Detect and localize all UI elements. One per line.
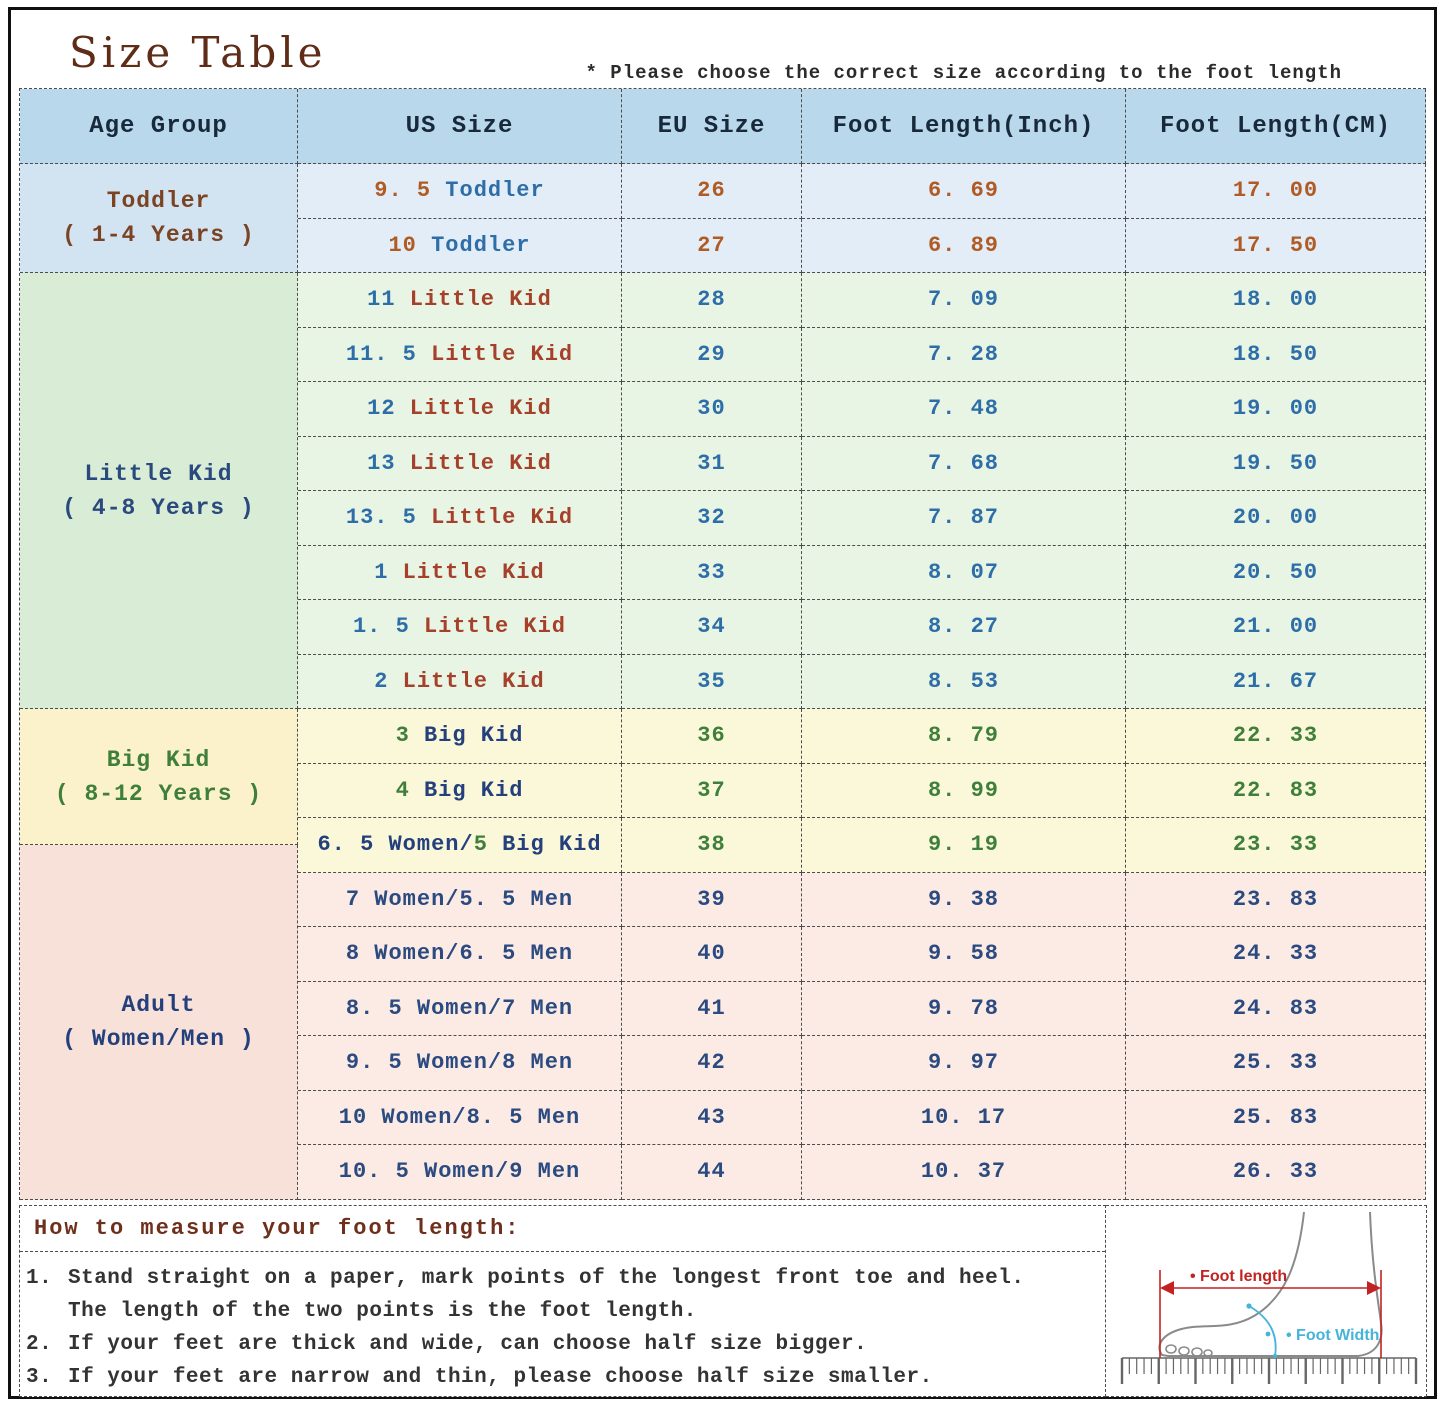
- foot-length-inch-cell: 8. 99: [802, 764, 1126, 819]
- us-size-cell: 1. 5 Little Kid: [298, 600, 622, 655]
- foot-diagram-icon: [1108, 1208, 1424, 1394]
- us-size-cell: 1 Little Kid: [298, 546, 622, 601]
- table-row: [298, 873, 1426, 928]
- foot-length-cm-cell: 25. 83: [1126, 1091, 1426, 1146]
- foot-length-inch-cell: 8. 27: [802, 600, 1126, 655]
- us-size-cell: 13 Little Kid: [298, 437, 622, 492]
- us-size-cell: 4 Big Kid: [298, 764, 622, 819]
- table-row: [298, 927, 1426, 982]
- measure-section: [19, 1205, 1427, 1397]
- foot-length-inch-cell: 7. 09: [802, 273, 1126, 328]
- eu-size-cell: 31: [622, 437, 802, 492]
- us-size-cell: 13. 5 Little Kid: [298, 491, 622, 546]
- eu-size-cell: 36: [622, 709, 802, 764]
- foot-length-inch-cell: 9. 58: [802, 927, 1126, 982]
- rows-area: [298, 89, 1426, 1200]
- eu-size-cell: 28: [622, 273, 802, 328]
- age-group-cell-littlekid: Little Kid ( 4-8 Years ): [20, 273, 298, 709]
- table-row: [298, 818, 1426, 873]
- foot-length-inch-cell: 8. 53: [802, 655, 1126, 710]
- foot-length-cm-cell: 19. 00: [1126, 382, 1426, 437]
- eu-size-cell: 34: [622, 600, 802, 655]
- age-column: [20, 89, 298, 1200]
- eu-size-cell: 44: [622, 1145, 802, 1200]
- us-size-cell: 9. 5 Toddler: [298, 164, 622, 219]
- foot-length-inch-cell: 9. 38: [802, 873, 1126, 928]
- foot-length-inch-cell: 9. 19: [802, 818, 1126, 873]
- header-row: [298, 89, 1426, 164]
- measure-box: [19, 1205, 1106, 1397]
- foot-length-cm-cell: 23. 33: [1126, 818, 1426, 873]
- table-row: [298, 328, 1426, 383]
- table-row: [298, 1091, 1426, 1146]
- measure-heading: How to measure your foot length:: [20, 1206, 1105, 1252]
- eu-size-cell: 32: [622, 491, 802, 546]
- foot-length-inch-cell: 7. 28: [802, 328, 1126, 383]
- page-title: Size Table: [69, 28, 327, 77]
- eu-size-cell: 33: [622, 546, 802, 601]
- foot-length-cm-cell: 18. 00: [1126, 273, 1426, 328]
- us-size-cell: 12 Little Kid: [298, 382, 622, 437]
- eu-size-cell: 38: [622, 818, 802, 873]
- table-row: [298, 709, 1426, 764]
- foot-length-cm-cell: 20. 50: [1126, 546, 1426, 601]
- foot-length-inch-cell: 10. 37: [802, 1145, 1126, 1200]
- us-size-cell: 2 Little Kid: [298, 655, 622, 710]
- foot-length-cm-cell: 18. 50: [1126, 328, 1426, 383]
- header-foot-length-inch: Foot Length(Inch): [802, 89, 1126, 164]
- table-row: [298, 382, 1426, 437]
- table-row: [298, 1036, 1426, 1091]
- us-size-cell: 9. 5 Women/8 Men: [298, 1036, 622, 1091]
- foot-length-inch-cell: 7. 48: [802, 382, 1126, 437]
- header-foot-length-cm: Foot Length(CM): [1126, 89, 1426, 164]
- top-bar: [19, 10, 1426, 88]
- age-group-cell-adult: Adult ( Women/Men ): [20, 845, 298, 1199]
- header-us-size: US Size: [298, 89, 622, 164]
- header-eu-size: EU Size: [622, 89, 802, 164]
- foot-length-inch-cell: 10. 17: [802, 1091, 1126, 1146]
- eu-size-cell: 37: [622, 764, 802, 819]
- eu-size-cell: 39: [622, 873, 802, 928]
- us-size-cell: 10 Women/8. 5 Men: [298, 1091, 622, 1146]
- eu-size-cell: 41: [622, 982, 802, 1037]
- eu-size-cell: 35: [622, 655, 802, 710]
- foot-length-cm-cell: 25. 33: [1126, 1036, 1426, 1091]
- foot-length-inch-cell: 7. 68: [802, 437, 1126, 492]
- foot-width-arc-icon: [1249, 1306, 1276, 1356]
- foot-length-cm-cell: 22. 83: [1126, 764, 1426, 819]
- foot-length-cm-cell: 21. 67: [1126, 655, 1426, 710]
- table-row: [298, 546, 1426, 601]
- ruler-icon: [1122, 1358, 1416, 1384]
- size-table: [19, 88, 1426, 1200]
- table-row: [298, 273, 1426, 328]
- us-size-cell: 7 Women/5. 5 Men: [298, 873, 622, 928]
- measure-step: 1. Stand straight on a paper, mark points of the longest front toe and heel. The length of the two points is the foot length.: [26, 1266, 1025, 1323]
- table-row: [298, 219, 1426, 274]
- foot-width-label: • Foot Width: [1286, 1326, 1380, 1344]
- eu-size-cell: 43: [622, 1091, 802, 1146]
- eu-size-cell: 42: [622, 1036, 802, 1091]
- table-row: [298, 655, 1426, 710]
- eu-size-cell: 29: [622, 328, 802, 383]
- us-size-cell: 11 Little Kid: [298, 273, 622, 328]
- table-row: [298, 982, 1426, 1037]
- table-row: [298, 764, 1426, 819]
- foot-length-inch-cell: 6. 69: [802, 164, 1126, 219]
- foot-length-cm-cell: 19. 50: [1126, 437, 1426, 492]
- us-size-cell: 11. 5 Little Kid: [298, 328, 622, 383]
- age-group-cell-toddler: Toddler ( 1-4 Years ): [20, 164, 298, 273]
- foot-length-inch-cell: 9. 78: [802, 982, 1126, 1037]
- foot-length-cm-cell: 20. 00: [1126, 491, 1426, 546]
- foot-length-inch-cell: 8. 07: [802, 546, 1126, 601]
- eu-size-cell: 30: [622, 382, 802, 437]
- us-size-cell: 6. 5 Women/ 5 Big Kid: [298, 818, 622, 873]
- foot-length-label: • Foot length: [1190, 1267, 1288, 1285]
- toe-icon: [1166, 1345, 1212, 1356]
- foot-length-cm-cell: 23. 83: [1126, 873, 1426, 928]
- us-size-cell: 3 Big Kid: [298, 709, 622, 764]
- foot-length-cm-cell: 21. 00: [1126, 600, 1426, 655]
- foot-length-inch-cell: 9. 97: [802, 1036, 1126, 1091]
- foot-length-cm-cell: 26. 33: [1126, 1145, 1426, 1200]
- page-frame: [8, 7, 1437, 1399]
- foot-diagram-box: [1106, 1205, 1427, 1397]
- eu-size-cell: 26: [622, 164, 802, 219]
- measure-step: 3. If your feet are narrow and thin, please choose half size smaller.: [26, 1365, 933, 1389]
- us-size-cell: 10. 5 Women/9 Men: [298, 1145, 622, 1200]
- measure-steps: [20, 1252, 1105, 1394]
- foot-length-cm-cell: 22. 33: [1126, 709, 1426, 764]
- foot-length-cm-cell: 17. 00: [1126, 164, 1426, 219]
- table-row: [298, 491, 1426, 546]
- age-group-cell-bigkid: Big Kid ( 8-12 Years ): [20, 709, 298, 845]
- eu-size-cell: 40: [622, 927, 802, 982]
- table-row: [298, 164, 1426, 219]
- measure-step: 2. If your feet are thick and wide, can choose half size bigger.: [26, 1332, 868, 1356]
- foot-length-cm-cell: 24. 33: [1126, 927, 1426, 982]
- size-note: * Please choose the correct size according to the foot length: [585, 62, 1342, 84]
- table-row: [298, 600, 1426, 655]
- foot-length-inch-cell: 6. 89: [802, 219, 1126, 274]
- table-row: [298, 1145, 1426, 1200]
- us-size-cell: 8. 5 Women/7 Men: [298, 982, 622, 1037]
- foot-length-cm-cell: 17. 50: [1126, 219, 1426, 274]
- eu-size-cell: 27: [622, 219, 802, 274]
- us-size-cell: 8 Women/6. 5 Men: [298, 927, 622, 982]
- header-age-group: Age Group: [20, 89, 298, 164]
- table-row: [298, 437, 1426, 492]
- foot-length-inch-cell: 8. 79: [802, 709, 1126, 764]
- foot-length-cm-cell: 24. 83: [1126, 982, 1426, 1037]
- us-size-cell: 10 Toddler: [298, 219, 622, 274]
- foot-length-inch-cell: 7. 87: [802, 491, 1126, 546]
